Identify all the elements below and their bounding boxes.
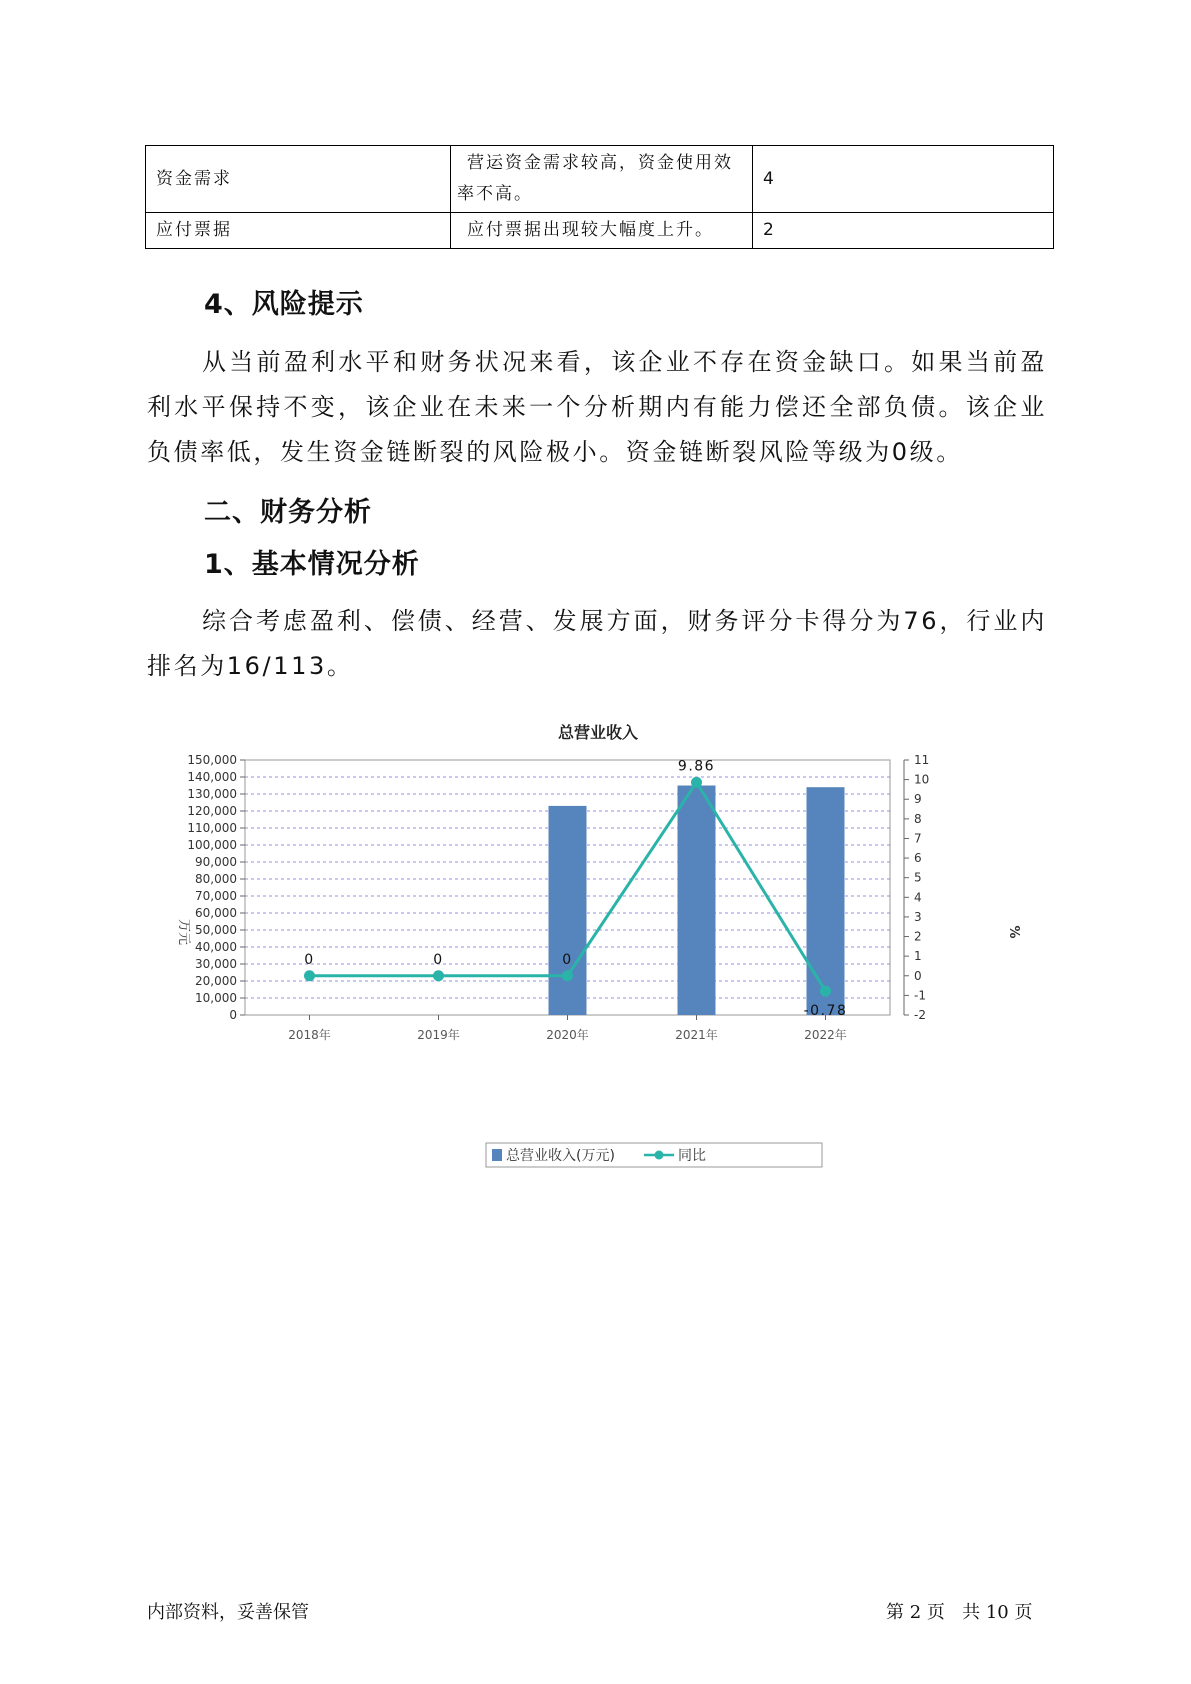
y2-tick-label: -1 xyxy=(914,988,926,1003)
legend-bar-swatch xyxy=(492,1149,502,1161)
legend-line-marker xyxy=(655,1151,664,1160)
risk-description-line: 应付票据出现较大幅度上升。 xyxy=(467,220,714,240)
chart-legend xyxy=(486,1143,822,1167)
yoy-data-label: 0 xyxy=(304,951,315,968)
x-tick-label: 2021年 xyxy=(675,1028,718,1042)
y2-tick-label: 1 xyxy=(914,949,922,964)
x-tick-label: 2020年 xyxy=(546,1028,589,1042)
risk-item: 资金需求 xyxy=(146,146,451,213)
y-tick-label: 60,000 xyxy=(195,906,237,920)
page-label: 第 xyxy=(886,1602,904,1623)
chart-title: 总营业收入 xyxy=(557,723,639,742)
y2-tick-label: 7 xyxy=(914,831,922,846)
y-tick-label: 20,000 xyxy=(195,974,237,988)
y-tick-label: 50,000 xyxy=(195,923,237,937)
y-tick-label: 10,000 xyxy=(195,991,237,1005)
y2-tick-label: 0 xyxy=(914,968,922,983)
risk-score: 2 xyxy=(753,213,1054,249)
y-tick-label: 30,000 xyxy=(195,957,237,971)
risk-description-line: 营运资金需求较高，资金使用效 xyxy=(467,153,733,173)
y2-tick-label: 2 xyxy=(914,929,922,944)
y-tick-label: 80,000 xyxy=(195,872,237,886)
revenue-bar xyxy=(807,787,845,1015)
y2-tick-label: -2 xyxy=(914,1008,926,1022)
yoy-point xyxy=(820,986,831,997)
x-tick-label: 2019年 xyxy=(417,1028,460,1042)
y2-tick-label: 9 xyxy=(914,792,922,807)
page-total-label: 共 xyxy=(962,1602,981,1623)
yoy-data-label: 0 xyxy=(562,951,573,968)
yoy-point xyxy=(562,970,573,981)
y-tick-label: 110,000 xyxy=(187,821,237,835)
y2-tick-label: 4 xyxy=(914,890,922,905)
page-number xyxy=(886,1598,1032,1624)
y-tick-label: 90,000 xyxy=(195,855,237,869)
yoy-point xyxy=(433,970,444,981)
basic-paragraph: 综合考虑盈利、偿债、经营、发展方面，财务评分卡得分为76，行业内排名为16/113。 xyxy=(147,607,1047,680)
y-tick-label: 130,000 xyxy=(187,787,237,801)
revenue-chart xyxy=(160,710,1030,1190)
y2-axis-label: % xyxy=(1006,925,1021,939)
yoy-data-label: 9.86 xyxy=(677,758,716,775)
y-tick-label: 120,000 xyxy=(187,804,237,818)
x-tick-label: 2022年 xyxy=(804,1028,847,1042)
yoy-data-label: 0 xyxy=(433,951,444,968)
footer-note: 内部资料，妥善保管 xyxy=(147,1602,309,1623)
y-tick-label: 40,000 xyxy=(195,940,237,954)
y2-tick-label: 8 xyxy=(914,811,922,826)
legend-item-yoy: 同比 xyxy=(678,1148,706,1164)
page-label: 页 xyxy=(926,1602,945,1623)
section-heading-risk: 4、风险提示 xyxy=(204,289,364,320)
x-tick-label: 2018年 xyxy=(288,1028,331,1042)
y-tick-label: 150,000 xyxy=(187,753,237,767)
yoy-data-label: -0.78 xyxy=(803,1003,848,1020)
y2-tick-label: 3 xyxy=(914,909,922,924)
y2-tick-label: 10 xyxy=(914,772,930,787)
revenue-bar xyxy=(549,806,587,1015)
y-tick-label: 70,000 xyxy=(195,889,237,903)
section-heading-basic: 1、基本情况分析 xyxy=(204,549,420,580)
y-tick-label: 0 xyxy=(229,1008,237,1022)
y-tick-label: 140,000 xyxy=(187,770,237,784)
table-row xyxy=(146,146,1054,213)
page-current: 2 xyxy=(909,1602,922,1623)
risk-paragraph: 从当前盈利水平和财务状况来看，该企业不存在资金缺口。如果当前盈利水平保持不变，该企业在未来一个分析期内有能力偿还全部负债。该企业负债率低，发生资金链断裂的风险极小。资金链断裂风险等级为0级。 xyxy=(147,348,1047,466)
table-row xyxy=(146,213,1054,249)
risk-table xyxy=(145,145,1054,249)
page-total-label: 页 xyxy=(1014,1602,1033,1623)
y2-tick-label: 5 xyxy=(914,870,922,885)
risk-description xyxy=(451,146,753,213)
risk-score: 4 xyxy=(753,146,1054,213)
y-tick-label: 100,000 xyxy=(187,838,237,852)
section-heading-finance: 二、财务分析 xyxy=(204,497,372,528)
yoy-point xyxy=(691,777,702,788)
risk-item: 应付票据 xyxy=(146,213,451,249)
y-axis-label: 万元 xyxy=(176,918,191,946)
revenue-bar xyxy=(678,786,716,1016)
yoy-point xyxy=(304,970,315,981)
risk-description-line: 率不高。 xyxy=(457,184,533,204)
risk-description xyxy=(451,213,753,249)
legend-item-revenue: 总营业收入(万元) xyxy=(506,1148,615,1164)
y2-tick-label: 6 xyxy=(914,851,922,866)
page-total: 10 xyxy=(985,1602,1009,1623)
y2-tick-label: 11 xyxy=(914,753,930,767)
